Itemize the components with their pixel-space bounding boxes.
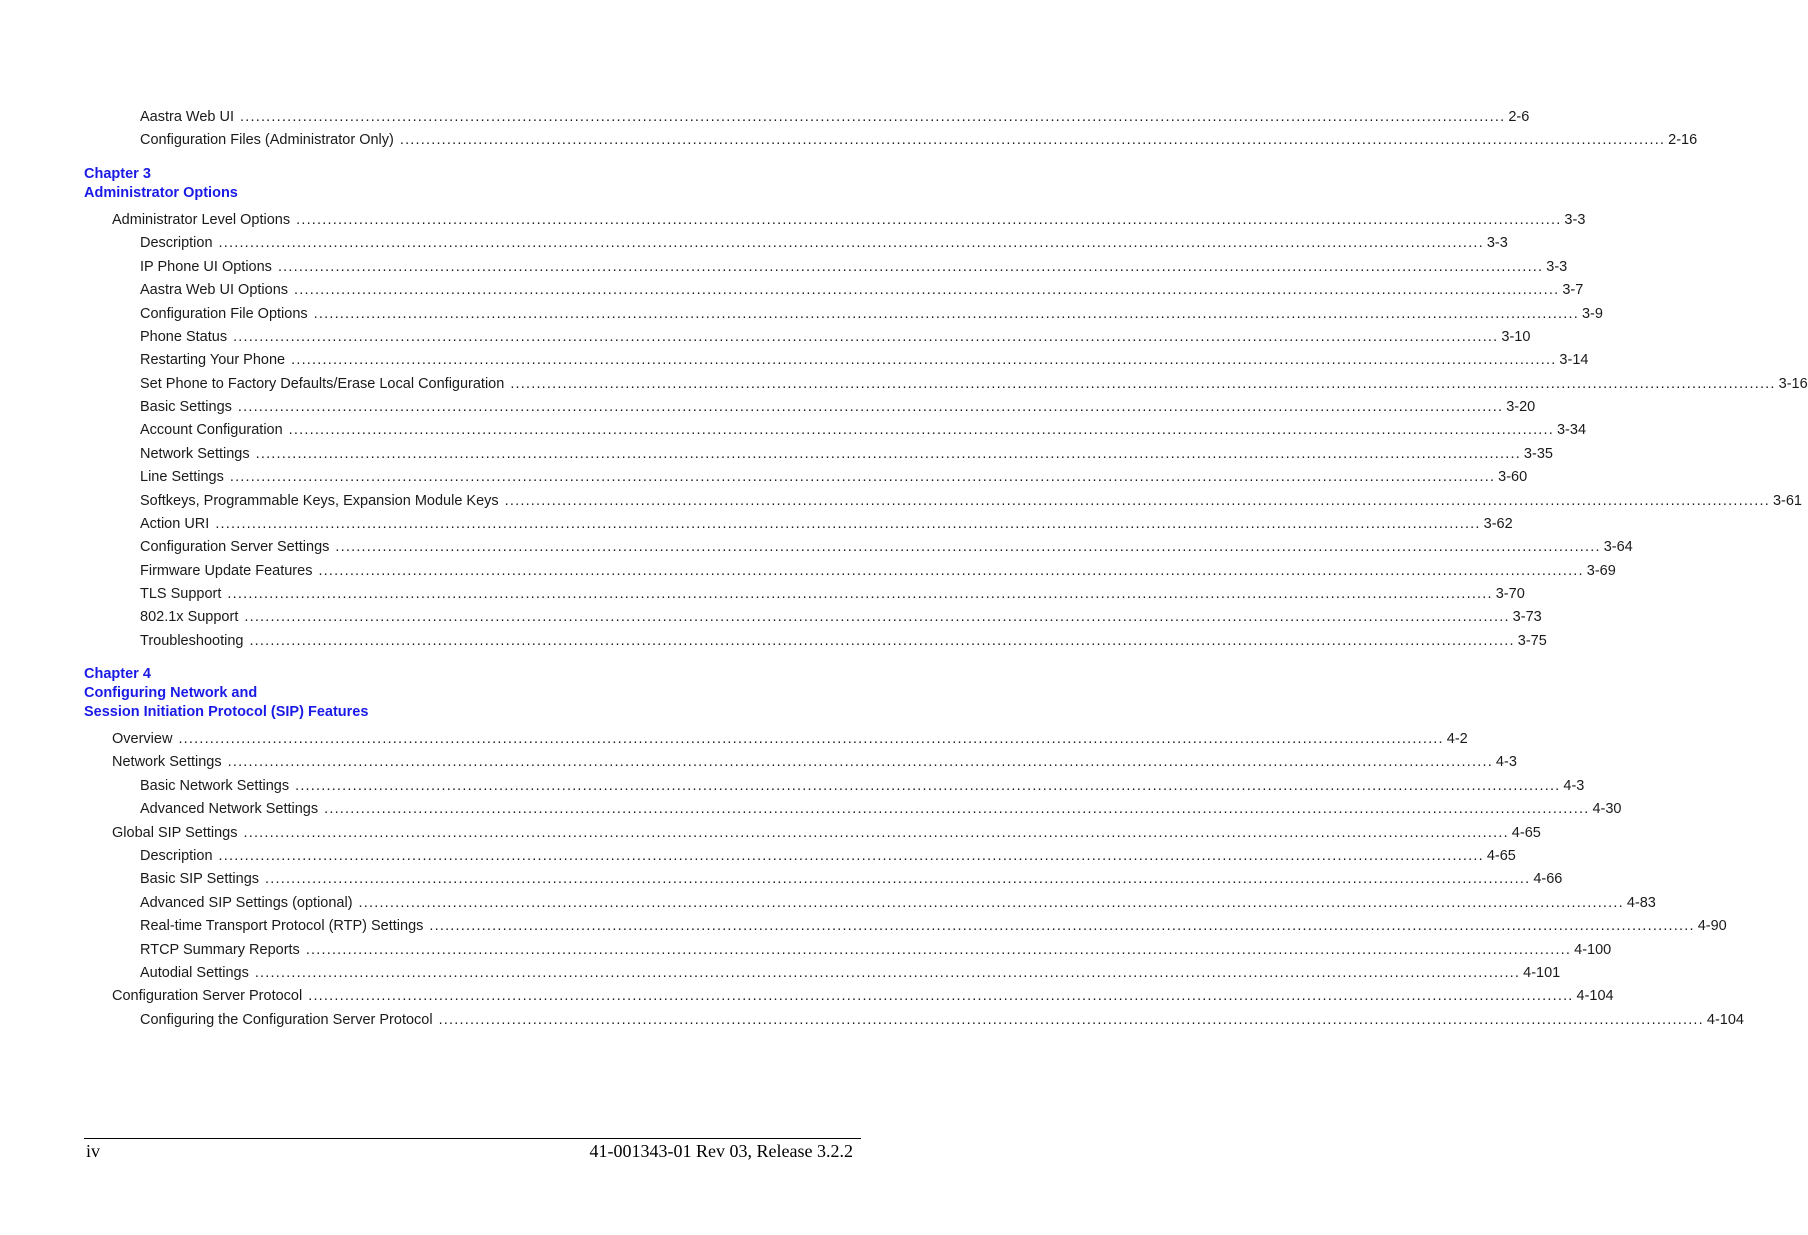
toc-entry-title: Configuring the Configuration Server Protocol — [140, 1012, 433, 1028]
toc-entry[interactable] — [140, 632, 1547, 650]
toc-entry-title: Basic Settings — [140, 399, 232, 415]
toc-leader-dots: .................................................................................................................................................................................................................................................. — [324, 801, 1590, 817]
toc-entry-page: 3-3 — [1546, 259, 1568, 275]
toc-leader-dots: .................................................................................................................................................................................................................................................. — [295, 778, 1561, 794]
toc-entry[interactable] — [140, 131, 1698, 149]
toc-leader-dots: .................................................................................................................................................................................................................................................. — [438, 1012, 1704, 1028]
toc-entry-title: Basic Network Settings — [140, 778, 290, 794]
toc-leader-dots: .................................................................................................................................................................................................................................................. — [277, 259, 1544, 275]
toc-entry-page: 3-20 — [1506, 399, 1536, 415]
toc-entry-title: Network Settings — [140, 446, 250, 462]
toc-leader-dots: .................................................................................................................................................................................................................................................. — [218, 848, 1484, 864]
toc-entry[interactable] — [140, 445, 1553, 463]
toc-entry-title: Configuration Files (Administrator Only) — [140, 132, 394, 148]
toc-entry[interactable] — [140, 917, 1727, 935]
toc-entry[interactable] — [140, 468, 1528, 486]
toc-leader-dots: .................................................................................................................................................................................................................................................. — [227, 586, 1493, 602]
toc-entry-page: 3-10 — [1501, 329, 1531, 345]
chapter-4-title-line-1[interactable]: Configuring Network and — [84, 685, 258, 701]
toc-leader-dots: .................................................................................................................................................................................................................................................. — [215, 516, 1481, 532]
toc-entry-page: 3-3 — [1486, 235, 1508, 251]
toc-entry-page: 4-3 — [1563, 778, 1585, 794]
toc-entry-page: 2-16 — [1668, 132, 1698, 148]
toc-entry-page: 3-7 — [1562, 282, 1584, 298]
toc-entry-title: Overview — [112, 731, 173, 747]
toc-leader-dots: .................................................................................................................................................................................................................................................. — [313, 306, 1579, 322]
toc-entry-page: 4-104 — [1576, 988, 1614, 1004]
toc-leader-dots: .................................................................................................................................................................................................................................................. — [294, 282, 1560, 298]
toc-entry-title: Aastra Web UI Options — [140, 282, 289, 298]
toc-entry-title: Account Configuration — [140, 422, 283, 438]
toc-entry-title: Softkeys, Programmable Keys, Expansion Module Keys — [140, 493, 499, 509]
toc-leader-dots: .................................................................................................................................................................................................................................................. — [240, 109, 1506, 125]
toc-entry-title: 802.1x Support — [140, 609, 239, 625]
toc-leader-dots: .................................................................................................................................................................................................................................................. — [249, 633, 1515, 649]
toc-entry-title: Restarting Your Phone — [140, 352, 286, 368]
toc-entry-page: 4-90 — [1697, 918, 1727, 934]
toc-entry[interactable] — [140, 777, 1585, 795]
toc-entry[interactable] — [140, 108, 1530, 126]
chapter-3-label[interactable]: Chapter 3 — [84, 166, 151, 182]
toc-entry[interactable] — [112, 211, 1586, 229]
toc-leader-dots: .................................................................................................................................................................................................................................................. — [229, 469, 1496, 485]
toc-entry-page: 3-35 — [1523, 446, 1553, 462]
toc-entry-page: 4-101 — [1523, 965, 1561, 981]
toc-entry-page: 4-100 — [1574, 942, 1612, 958]
toc-entry-page: 4-30 — [1592, 801, 1622, 817]
toc-leader-dots: .................................................................................................................................................................................................................................................. — [254, 965, 1521, 981]
chapter-4-label[interactable]: Chapter 4 — [84, 666, 151, 682]
toc-entry-title: Phone Status — [140, 329, 228, 345]
toc-entry[interactable] — [140, 398, 1536, 416]
toc-leader-dots: .................................................................................................................................................................................................................................................. — [288, 422, 1554, 438]
toc-entry-page: 2-6 — [1508, 109, 1530, 125]
toc-entry[interactable] — [140, 281, 1584, 299]
toc-leader-dots: .................................................................................................................................................................................................................................................. — [318, 563, 1584, 579]
toc-entry-title: Set Phone to Factory Defaults/Erase Local Configuration — [140, 376, 505, 392]
toc-entry-title: Aastra Web UI — [140, 109, 235, 125]
chapter-3-title[interactable]: Administrator Options — [84, 185, 238, 201]
toc-entry[interactable] — [112, 753, 1517, 771]
toc-entry[interactable] — [140, 941, 1612, 959]
toc-entry-page: 3-34 — [1556, 422, 1587, 438]
toc-leader-dots: .................................................................................................................................................................................................................................................. — [218, 235, 1484, 251]
toc-entry-title: TLS Support — [140, 586, 222, 602]
toc-entry-page: 3-62 — [1483, 516, 1513, 532]
toc-entry-title: Administrator Level Options — [112, 212, 291, 228]
toc-entry-title: Advanced SIP Settings (optional) — [140, 895, 353, 911]
toc-entry-title: Action URI — [140, 516, 210, 532]
toc-entry-page: 3-60 — [1498, 469, 1528, 485]
toc-entry-title: Configuration File Options — [140, 306, 308, 322]
toc-leader-dots: .................................................................................................................................................................................................................................................. — [233, 329, 1499, 345]
toc-entry-page: 3-16 — [1778, 376, 1808, 392]
toc-leader-dots: .................................................................................................................................................................................................................................................. — [335, 539, 1601, 555]
toc-entry-page: 3-75 — [1517, 633, 1547, 649]
toc-leader-dots: .................................................................................................................................................................................................................................................. — [237, 399, 1504, 415]
toc-leader-dots: .................................................................................................................................................................................................................................................. — [291, 352, 1557, 368]
toc-entry-title: Real-time Transport Protocol (RTP) Settings — [140, 918, 424, 934]
toc-entry[interactable] — [140, 847, 1516, 865]
toc-entry[interactable] — [112, 824, 1541, 842]
toc-leader-dots: .................................................................................................................................................................................................................................................. — [504, 493, 1770, 509]
toc-entry[interactable] — [140, 328, 1531, 346]
footer-page-number: iv — [86, 1141, 101, 1161]
toc-leader-dots: .................................................................................................................................................................................................................................................. — [308, 988, 1574, 1004]
toc-entry[interactable] — [140, 894, 1656, 912]
toc-entry[interactable] — [140, 608, 1542, 626]
toc-entry[interactable] — [140, 870, 1563, 888]
toc-leader-dots: .................................................................................................................................................................................................................................................. — [358, 895, 1624, 911]
toc-entry-page: 3-64 — [1603, 539, 1633, 555]
toc-leader-dots: .................................................................................................................................................................................................................................................. — [305, 942, 1572, 958]
toc-leader-dots: .................................................................................................................................................................................................................................................. — [296, 212, 1562, 228]
toc-entry-title: Description — [140, 235, 213, 251]
toc-entry[interactable] — [140, 800, 1622, 818]
toc-entry[interactable] — [112, 730, 1468, 748]
toc-leader-dots: .................................................................................................................................................................................................................................................. — [429, 918, 1695, 934]
toc-entry[interactable] — [140, 1011, 1744, 1029]
toc-leader-dots: .................................................................................................................................................................................................................................................. — [244, 609, 1510, 625]
toc-entry-page: 4-83 — [1626, 895, 1656, 911]
toc-entry[interactable] — [140, 538, 1633, 556]
toc-entry-page: 3-61 — [1772, 493, 1802, 509]
toc-entry-page: 3-14 — [1559, 352, 1589, 368]
toc-entry[interactable] — [140, 492, 1802, 510]
toc-entry-page: 3-70 — [1495, 586, 1525, 602]
toc-entry-title: Configuration Server Protocol — [112, 988, 303, 1004]
toc-entry-title: Troubleshooting — [140, 633, 244, 649]
toc-entry[interactable] — [140, 375, 1808, 393]
toc-entry-page: 3-69 — [1586, 563, 1616, 579]
toc-entry-page: 4-104 — [1706, 1012, 1744, 1028]
toc-entry[interactable] — [140, 515, 1513, 533]
toc-leader-dots: .................................................................................................................................................................................................................................................. — [399, 132, 1666, 148]
toc-leader-dots: .................................................................................................................................................................................................................................................. — [255, 446, 1521, 462]
toc-entry-page: 3-3 — [1564, 212, 1586, 228]
toc-entry-page: 3-73 — [1512, 609, 1542, 625]
toc-entry-title: Basic SIP Settings — [140, 871, 260, 887]
toc-entry[interactable] — [140, 964, 1561, 982]
toc-entry-title: Global SIP Settings — [112, 825, 238, 841]
toc-entry-page: 4-2 — [1446, 731, 1468, 747]
toc-entry-title: Advanced Network Settings — [140, 801, 319, 817]
toc-leader-dots: .................................................................................................................................................................................................................................................. — [227, 754, 1493, 770]
toc-entry-page: 4-66 — [1533, 871, 1563, 887]
toc-entry-title: Autodial Settings — [140, 965, 249, 981]
toc-entry-title: IP Phone UI Options — [140, 259, 272, 275]
toc-entry-title: Description — [140, 848, 213, 864]
toc-entry-title: Configuration Server Settings — [140, 539, 330, 555]
footer-doc-info: 41-001343-01 Rev 03, Release 3.2.2 — [589, 1141, 853, 1161]
toc-leader-dots: .................................................................................................................................................................................................................................................. — [178, 731, 1444, 747]
toc-entry-page: 4-3 — [1495, 754, 1517, 770]
toc-entry[interactable] — [140, 305, 1603, 323]
toc-entry[interactable] — [140, 585, 1525, 603]
toc-entry[interactable] — [140, 258, 1568, 276]
toc-leader-dots: .................................................................................................................................................................................................................................................. — [510, 376, 1776, 392]
toc-entry[interactable] — [140, 421, 1587, 439]
toc-entry-title: Network Settings — [112, 754, 222, 770]
toc-entry-page: 3-9 — [1581, 306, 1603, 322]
footer-divider — [84, 1138, 861, 1139]
toc-entry-page: 4-65 — [1511, 825, 1541, 841]
toc-entry[interactable] — [112, 987, 1614, 1005]
toc-entry-title: RTCP Summary Reports — [140, 942, 300, 958]
chapter-4-title-line-2[interactable]: Session Initiation Protocol (SIP) Features — [84, 704, 369, 720]
toc-entry-title: Line Settings — [140, 469, 224, 485]
toc-entry[interactable] — [140, 351, 1589, 369]
toc-entry-page: 4-65 — [1486, 848, 1516, 864]
toc-leader-dots: .................................................................................................................................................................................................................................................. — [243, 825, 1509, 841]
toc-entry[interactable] — [140, 234, 1508, 252]
toc-leader-dots: .................................................................................................................................................................................................................................................. — [265, 871, 1531, 887]
toc-entry[interactable] — [140, 562, 1616, 580]
toc-entry-title: Firmware Update Features — [140, 563, 313, 579]
